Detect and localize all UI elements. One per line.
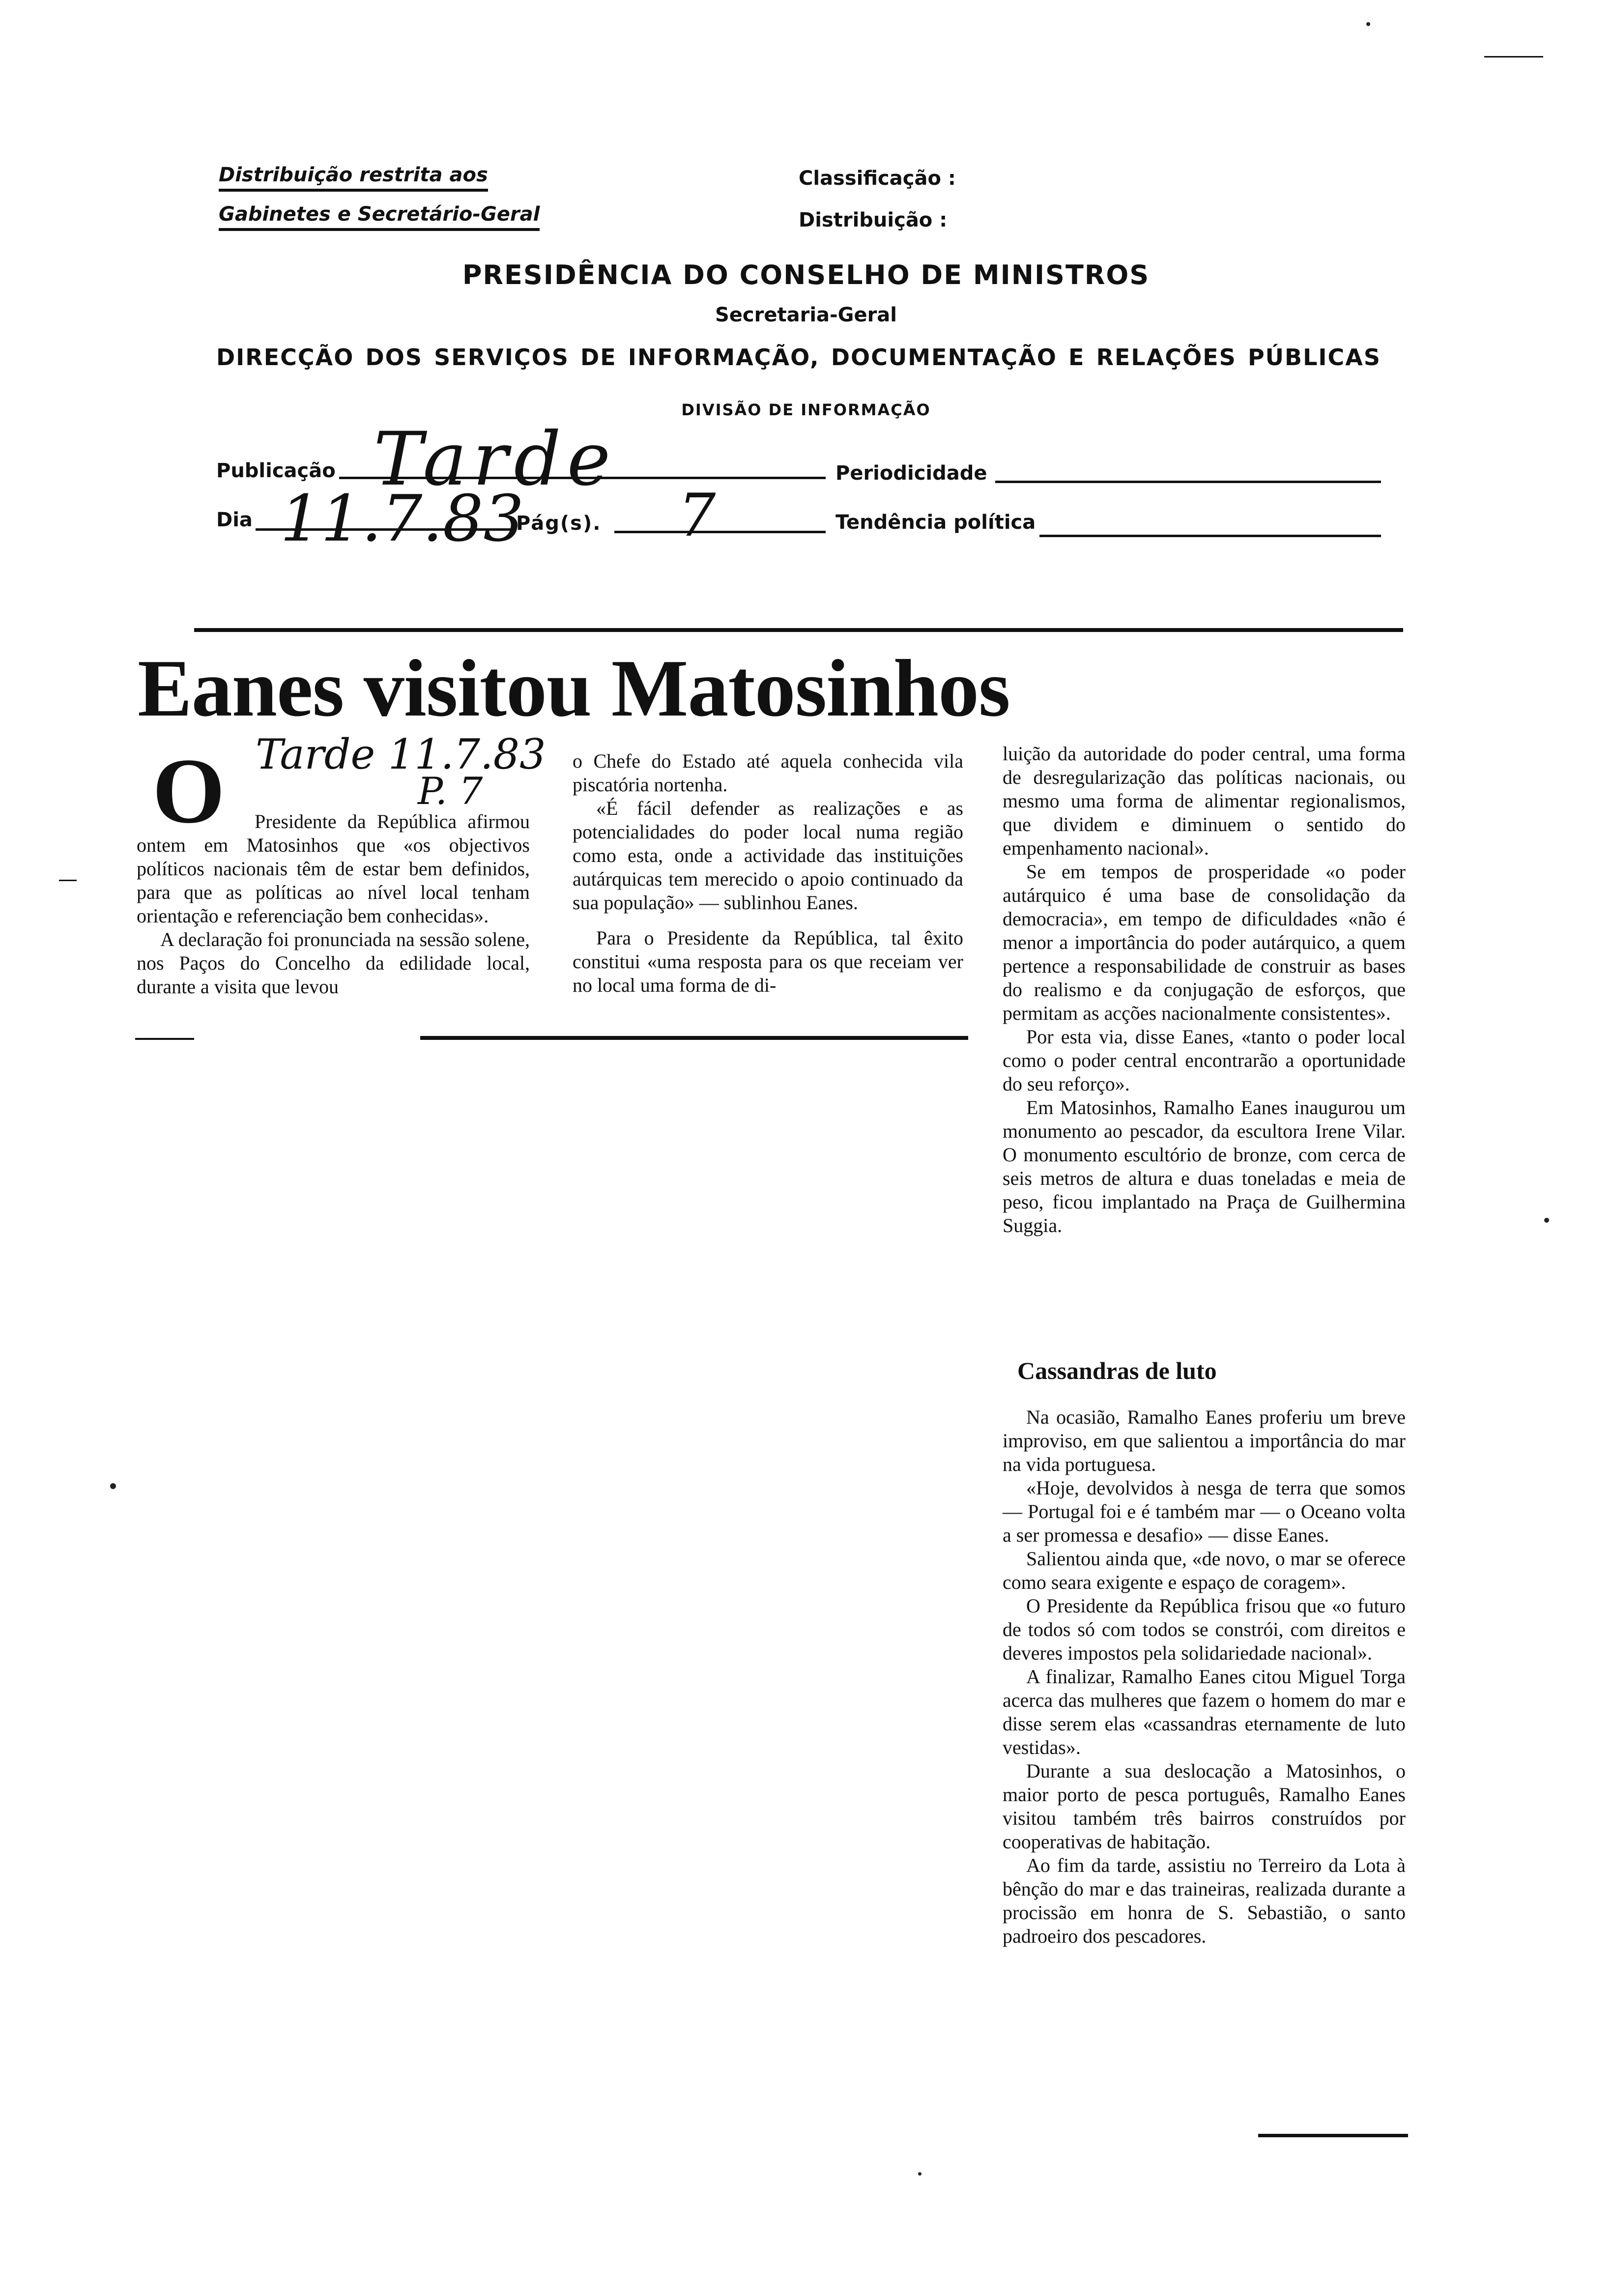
col2-paragraph: o Chefe do Estado até aquela conhecida vila piscatória nortenha. <box>573 750 963 796</box>
pags-field-line <box>614 531 826 533</box>
office-title: PRESIDÊNCIA DO CONSELHO DE MINISTROS <box>462 259 1150 290</box>
article-column-2 <box>573 749 963 997</box>
short-rule-left <box>135 1038 194 1040</box>
handwritten-source-note: Tarde 11.7.83 <box>256 730 546 778</box>
scan-mark-top-right <box>1484 56 1543 57</box>
scan-speck <box>1366 22 1370 26</box>
periodicidade-label: Periodicidade <box>835 462 987 485</box>
scan-speck <box>1544 1218 1549 1223</box>
distribution-restricted-line2: Gabinetes e Secretário-Geral <box>219 201 540 231</box>
col1-paragraph: Presidente da República afirmou ontem em Matosinhos que «os objectivos políticos nacionais têm de estar bem definidos, para que as políticas ao nível local tenham orientação e referenciação bem conhecidas». <box>137 810 530 927</box>
pags-handwritten-value: 7 <box>678 482 716 550</box>
col3b-paragraph: Na ocasião, Ramalho Eanes proferiu um breve improviso, em que salientou a importância do mar na vida portuguesa. <box>1003 1406 1406 1475</box>
publicacao-handwritten-value: Tarde <box>374 417 617 502</box>
col3b-paragraph: Salientou ainda que, «de novo, o mar se oferece como seara exigente e espaço de coragem». <box>1003 1548 1406 1593</box>
scan-speck <box>110 1483 116 1489</box>
col3-paragraph: Por esta via, disse Eanes, «tanto o poder local como o poder central encontrarão a oportunidade do seu reforço». <box>1003 1026 1406 1095</box>
col3-paragraph: luição da autoridade do poder central, uma forma de desregularização das políticas nacionais, ou mesmo uma forma de alimentar regionalismos, que dividem e diminuem o sentido do empenhamento nacional». <box>1003 743 1406 859</box>
article-end-rule <box>1258 2134 1408 2137</box>
distribuicao-label: Distribuição : <box>799 209 948 231</box>
distribution-restricted-line1: Distribuição restrita aos <box>219 162 488 192</box>
divisao-label: DIVISÃO DE INFORMAÇÃO <box>681 401 931 419</box>
scan-speck <box>918 2172 921 2176</box>
col3-paragraph: Se em tempos de prosperidade «o poder autárquico é uma base de consolidação da democracia», em tempo de dificuldades «não é menor a importância do poder autárquico, a quem pertence a responsabilidade de construir as bases do realismo e da conjugação de esforços, que permitam as acções nacionalmente consistentes». <box>1003 861 1406 1024</box>
article-subhead: Cassandras de luto <box>1017 1357 1217 1384</box>
col3b-paragraph: A finalizar, Ramalho Eanes citou Miguel Torga acerca das mulheres que fazem o homem do mar e disse serem elas «cassandras eternamente de luto vestidas». <box>1003 1665 1406 1758</box>
tendencia-field-line <box>1039 535 1381 537</box>
headline-top-rule <box>194 628 1403 632</box>
dia-handwritten-value: 11.7.83 <box>280 481 524 556</box>
classificacao-label: Classificação : <box>799 167 956 190</box>
article-column-3-continued <box>1003 1406 1406 1948</box>
col3b-paragraph: O Presidente da República frisou que «o futuro de todos só com todos se constrói, com direitos e deveres impostos pela solidariedade nacional». <box>1003 1595 1406 1664</box>
col3-paragraph: Em Matosinhos, Ramalho Eanes inaugurou um monumento ao pescador, da escultora Irene Vilar. O monumento escultório de bronze, com cerca de seis metros de altura e duas toneladas e meia de peso, ficou implantado na Praça de Guilhermina Suggia. <box>1003 1096 1406 1236</box>
periodicidade-field-line <box>995 481 1381 483</box>
article-column-3 <box>1003 742 1406 1237</box>
direccao-label: DIRECÇÃO DOS SERVIÇOS DE INFORMAÇÃO, DOCUMENTAÇÃO E RELAÇÕES PÚBLICAS <box>216 344 1381 371</box>
col3b-paragraph: «Hoje, devolvidos à nesga de terra que somos — Portugal foi e é também mar — o Oceano volta a ser promessa e desafio» — disse Eanes. <box>1003 1477 1406 1546</box>
secretaria-label: Secretaria-Geral <box>715 304 897 326</box>
col2-paragraph: «É fácil defender as realizações e as potencialidades do poder local numa região como esta, onde a actividade das instituições autárquicas tem merecido o apoio continuado da sua população» — sublinhou Eanes. <box>573 797 963 914</box>
col3b-paragraph: Durante a sua deslocação a Matosinhos, o maior porto de pesca português, Ramalho Eanes visitou também três bairros construídos por cooperativas de habitação. <box>1003 1760 1406 1853</box>
dia-label: Dia <box>216 509 253 531</box>
scan-mark-left <box>59 880 77 881</box>
article-headline: Eanes visitou Matosinhos <box>138 643 1010 733</box>
drop-cap: O <box>152 740 225 843</box>
col2-paragraph: Para o Presidente da República, tal êxito constitui «uma resposta para os que receiam ver no local uma forma de di- <box>573 927 963 996</box>
handwritten-page-note: P. 7 <box>418 769 483 813</box>
column-bottom-rule <box>420 1036 968 1040</box>
tendencia-label: Tendência política <box>835 511 1036 534</box>
publicacao-label: Publicação <box>216 459 336 482</box>
col3b-paragraph: Ao fim da tarde, assistiu no Terreiro da Lota à bênção do mar e das traineiras, realizada durante a procissão em honra de S. Sebastião, o santo padroeiro dos pescadores. <box>1003 1854 1406 1947</box>
article-column-1 <box>137 810 530 999</box>
pags-label: Pág(s). <box>516 512 602 535</box>
col1-paragraph: A declaração foi pronunciada na sessão solene, nos Paços do Concelho da edilidade local, durante a visita que levou <box>137 928 530 998</box>
